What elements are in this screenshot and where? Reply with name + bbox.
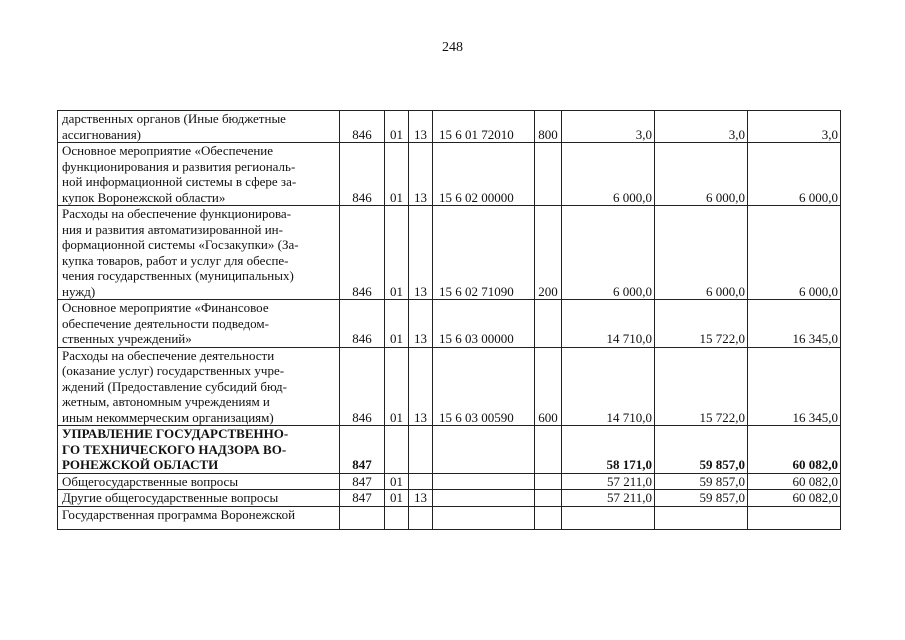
description-line: жетным, автономным учреждениям и [62,394,270,409]
department-code-cell: 847 [340,426,385,474]
section-code-cell: 01 [385,206,409,300]
description-line: купка товаров, работ и услуг для обеспе- [62,252,289,268]
department-code-cell: 846 [340,143,385,206]
amount-year3-cell: 3,0 [748,111,841,143]
amount-year2-cell: 15 722,0 [655,347,748,426]
description-line: формационной системы «Госзакупки» (За- [62,237,299,252]
section-code-cell: 01 [385,473,409,490]
expense-type-cell [535,506,562,529]
description-line: Основное мероприятие «Финансовое [62,300,269,315]
description-line: РОНЕЖСКОЙ ОБЛАСТИ [62,457,219,472]
description-line: ственных учреждений» [62,331,192,346]
amount-year3-cell: 16 345,0 [748,347,841,426]
description-line: иным некоммерческим организациям) [62,409,274,425]
expense-type-cell: 600 [535,347,562,426]
description-line: чения государственных (муниципальных) [62,268,294,283]
description-line: ждений (Предоставление субсидий бюд- [62,378,287,394]
table-row [58,143,841,206]
subsection-code-cell: 13 [409,300,433,348]
amount-year2-cell: 59 857,0 [655,490,748,507]
description-line: (оказание услуг) государственных учре- [62,363,285,378]
description-line: ассигнования) [62,126,142,142]
amount-year1-cell: 58 171,0 [562,426,655,474]
amount-year2-cell: 6 000,0 [655,206,748,300]
expense-type-cell [535,473,562,490]
target-article-cell: 15 6 01 72010 [433,111,535,143]
amount-year3-cell: 16 345,0 [748,300,841,348]
description-line: Другие общегосударственные вопросы [62,490,279,505]
table-row [58,490,841,507]
description-line: купок Воронежской области» [62,189,226,205]
description-cell [58,490,340,507]
section-code-cell: 01 [385,490,409,507]
description-line: Расходы на обеспечение функционирова- [62,206,292,221]
description-cell [58,473,340,490]
amount-year2-cell: 15 722,0 [655,300,748,348]
subsection-code-cell: 13 [409,111,433,143]
description-cell [58,206,340,300]
target-article-cell [433,490,535,507]
description-line: функционирования и развития региональ- [62,158,296,174]
subsection-code-cell: 13 [409,347,433,426]
section-code-cell [385,426,409,474]
amount-year2-cell: 6 000,0 [655,143,748,206]
description-cell [58,111,340,143]
amount-year1-cell: 14 710,0 [562,300,655,348]
description-line: Общегосударственные вопросы [62,473,239,489]
target-article-cell: 15 6 02 00000 [433,143,535,206]
amount-year1-cell: 3,0 [562,111,655,143]
description-line: УПРАВЛЕНИЕ ГОСУДАРСТВЕННО- [62,426,289,441]
section-code-cell: 01 [385,347,409,426]
department-code-cell: 846 [340,347,385,426]
amount-year3-cell: 60 082,0 [748,426,841,474]
section-code-cell: 01 [385,143,409,206]
target-article-cell [433,506,535,529]
description-line: Расходы на обеспечение деятельности [62,347,275,363]
expense-type-cell [535,490,562,507]
description-line: ной информационной системы в сфере за- [62,174,297,189]
expense-type-cell [535,300,562,348]
amount-year1-cell: 57 211,0 [562,490,655,507]
budget-table [57,110,841,530]
expense-type-cell: 800 [535,111,562,143]
table-row [58,347,841,426]
amount-year1-cell [562,506,655,529]
table-row [58,506,841,529]
description-line: ния и развития автоматизированной ин- [62,221,283,237]
target-article-cell [433,426,535,474]
description-cell [58,143,340,206]
table-row [58,473,841,490]
description-line: нужд) [62,283,96,299]
section-code-cell [385,506,409,529]
subsection-code-cell [409,473,433,490]
target-article-cell: 15 6 03 00590 [433,347,535,426]
amount-year3-cell [748,506,841,529]
subsection-code-cell [409,426,433,474]
description-cell [58,426,340,474]
department-code-cell [340,506,385,529]
target-article-cell [433,473,535,490]
expense-type-cell [535,143,562,206]
description-line: дарственных органов (Иные бюджетные [62,111,286,126]
description-line: обеспечение деятельности подведом- [62,315,269,331]
target-article-cell: 15 6 03 00000 [433,300,535,348]
section-code-cell: 01 [385,111,409,143]
description-cell [58,506,340,529]
amount-year2-cell: 3,0 [655,111,748,143]
table-row [58,300,841,348]
description-cell [58,300,340,348]
expense-type-cell: 200 [535,206,562,300]
amount-year1-cell: 6 000,0 [562,206,655,300]
department-code-cell: 847 [340,473,385,490]
target-article-cell: 15 6 02 71090 [433,206,535,300]
amount-year3-cell: 60 082,0 [748,473,841,490]
department-code-cell: 846 [340,300,385,348]
amount-year3-cell: 6 000,0 [748,206,841,300]
amount-year1-cell: 57 211,0 [562,473,655,490]
description-line: Основное мероприятие «Обеспечение [62,143,274,158]
table-row [58,111,841,143]
amount-year1-cell: 6 000,0 [562,143,655,206]
amount-year2-cell: 59 857,0 [655,426,748,474]
description-cell [58,347,340,426]
table-row [58,426,841,474]
subsection-code-cell: 13 [409,206,433,300]
subsection-code-cell: 13 [409,143,433,206]
amount-year3-cell: 6 000,0 [748,143,841,206]
department-code-cell: 846 [340,111,385,143]
page-number: 248 [442,40,463,55]
amount-year2-cell [655,506,748,529]
subsection-code-cell [409,506,433,529]
section-code-cell: 01 [385,300,409,348]
expense-type-cell [535,426,562,474]
table-row [58,206,841,300]
description-line: ГО ТЕХНИЧЕСКОГО НАДЗОРА ВО- [62,441,287,457]
amount-year1-cell: 14 710,0 [562,347,655,426]
amount-year3-cell: 60 082,0 [748,490,841,507]
description-line: Государственная программа Воронежской [62,506,296,522]
department-code-cell: 846 [340,206,385,300]
department-code-cell: 847 [340,490,385,507]
amount-year2-cell: 59 857,0 [655,473,748,490]
subsection-code-cell: 13 [409,490,433,507]
